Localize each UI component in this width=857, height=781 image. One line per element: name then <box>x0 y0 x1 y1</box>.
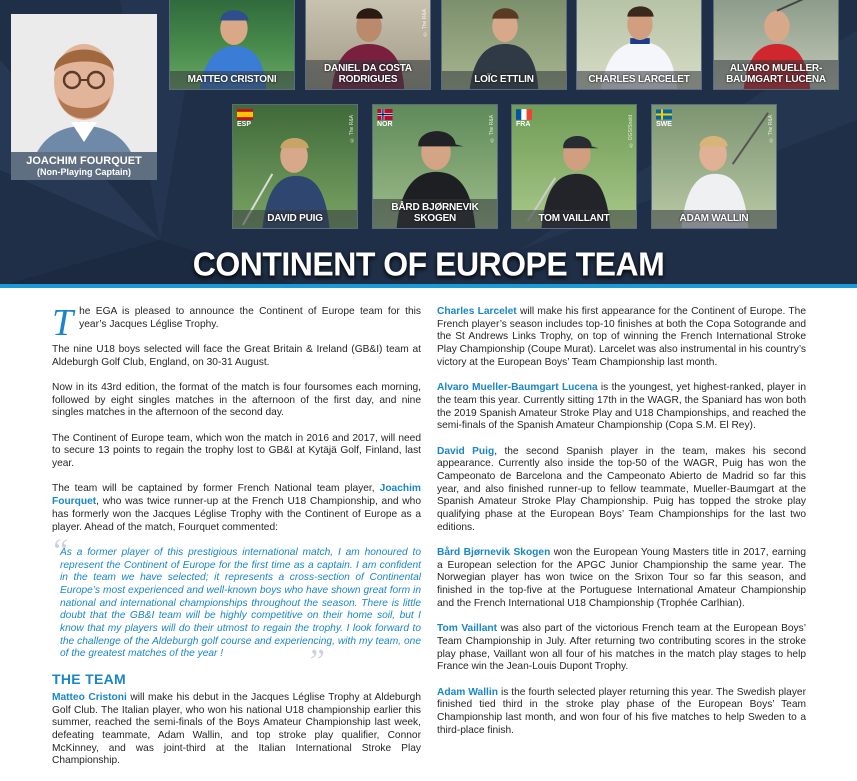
captain-caption <box>11 152 157 180</box>
paragraph-history: The Continent of Europe team, which won the match in 2016 and 2017, will need to secure 13 points to regain the trophy lost to GB&I at Kytäjä Golf, Finland, last year. <box>52 432 421 470</box>
player-bio-text: won the European Young Masters title in 2017, earning a European selection for the APGC Junior Championship the same year. The Norwegian player has won twice on the Srixon Tour so far this season, and finished in the top-five at the Portuguese International Amateur Championship and the French International U18 Championship (Trophée Carlhian). <box>437 547 806 609</box>
player-name: DAVID PUIG <box>233 210 357 228</box>
photo-credit: © OGS/Sneld <box>628 115 634 148</box>
player-name: ALVARO MUELLER-BAUMGART LUCENA <box>714 60 838 89</box>
captain-name-link: Joachim Fourquet <box>52 483 421 508</box>
player-bio-text: is the youngest, yet highest-ranked, player in the team this year. Currently sitting 17th in the WAGR, the Spaniard has won both the 2019 Spanish Amateur Stroke Play and U18 Championships, and reached the semi-finals of the Spanish Amateur Championship (Copa S.M. El Rey). <box>437 382 806 432</box>
player-bio-text: will make his first appearance for the Continent of Europe. The French player’s season includes top-10 finishes at both the Copa Sotogrande and the St Andrews Links Trophy, on top of winning the French International Stroke Play Championship (Coupe Murat). Larcelet was also instrumental in his country’s victory at the European Boys’ Team Championship last month. <box>437 306 806 368</box>
player-photo-bard-bjornevik-skogen <box>372 104 498 229</box>
paragraph-david-puig <box>437 446 806 535</box>
player-name-link: Bård Bjørnevik Skogen <box>437 547 551 559</box>
open-quote-icon: “ <box>50 532 69 570</box>
player-photo-daniel-da-costa-rodrigues <box>305 0 431 90</box>
intro-paragraph <box>52 302 421 344</box>
section-heading-the-team: THE TEAM <box>52 671 126 688</box>
player-photo-tom-vaillant <box>511 104 637 229</box>
page-title: CONTINENT OF EUROPE TEAM <box>192 245 665 283</box>
paragraph-tom-vaillant <box>437 623 806 674</box>
player-name: BÅRD BJØRNEVIK SKOGEN <box>373 199 497 228</box>
paragraph-matteo-cristoni <box>52 692 421 768</box>
player-name-link: Adam Wallin <box>437 686 498 698</box>
player-name: ADAM WALLIN <box>652 210 776 228</box>
photo-credit: © The R&A <box>349 115 355 143</box>
player-name: DANIEL DA COSTA RODRIGUES <box>306 60 430 89</box>
photo-credit: © The R&A <box>422 9 428 37</box>
photo-credit: © The R&A <box>489 115 495 143</box>
photo-credit: © The R&A <box>768 115 774 143</box>
player-country: NOR <box>377 121 393 128</box>
captain-photo <box>11 14 157 180</box>
player-photo-matteo-cristoni <box>169 0 295 90</box>
player-photo-adam-wallin <box>651 104 777 229</box>
player-country: SWE <box>656 121 672 128</box>
player-name: LOÏC ETTLIN <box>442 71 566 89</box>
header-banner <box>0 0 857 286</box>
paragraph-adam-wallin <box>437 687 806 738</box>
intro-text: he EGA is pleased to announce the Continent of Europe team for this year’s Jacques Léglise Trophy. <box>79 306 421 330</box>
player-name-link: Charles Larcelet <box>437 306 517 317</box>
player-photo-charles-larcelet <box>576 0 702 90</box>
player-country: ESP <box>237 121 252 128</box>
paragraph-charles-larcelet <box>437 306 806 370</box>
player-name: CHARLES LARCELET <box>577 71 701 89</box>
paragraph-captain <box>52 483 421 534</box>
captain-intro-text: The team will be captained by former French National team player, <box>52 483 375 495</box>
player-name-link: Matteo Cristoni <box>52 691 127 703</box>
player-bio-text: was also part of the victorious French team at the European Boys’ Team Championship in July. After returning two contributing scores in the stroke play phase, Vaillant won all four of his matches in the match play stages to help France win the Jean-Louis Dupont Trophy. <box>437 623 807 673</box>
accent-divider <box>0 284 857 288</box>
player-bio-text: is the fourth selected player returning this year. The Swedish player finished tied third in the stroke play phase of the European Boys’ Team Championship last month, and won four of his five matches to help Sweden to a third-place finish. <box>437 686 806 736</box>
quote-text: As a former player of this prestigious international match, I am honoured to represent the Continent of Europe for the first time as a captain. I am confident in the team we have selected; it represents a cross-section of Continental Europe’s most experienced and well-known boys who have shown great form in national and international championships throughout the season. There is little doubt that the GB&I team will be highly competitive on their home soil, but I know that my players will do their utmost to regain the trophy. I look forward to the challenge of the Aldeburgh golf course and experiencing, with my team, one of the greatest matches of the year ! <box>60 546 421 660</box>
player-country: FRA <box>516 121 531 128</box>
paragraph-format: Now in its 43rd edition, the format of the match is four foursomes each morning, followed by eight singles matches in the afternoon of the first day, and nine singles matches in the afternoon of the second day. <box>52 382 421 419</box>
paragraph-venue: The nine U18 boys selected will face the Great Britain & Ireland (GB&I) team at Aldeburgh Golf Club, England, on 30-31 August. <box>52 344 421 368</box>
captain-bio-text: , who was twice runner-up at the French U18 Championship, and who has formerly won the Jacques Léglise Trophy with the Continent of Europe as a player. Ahead of the match, Fourquet commented: <box>52 496 421 533</box>
player-bio-text: will make his debut in the Jacques Léglise Trophy at Aldeburgh Golf Club. The Italian player, who won his national U18 championship earlier this summer, reached the semi-finals of the Boys Amateur Championship last week, defeating teammate, Adam Wallin, and top stroke play qualifier, Connor McKinney, and was joint-third at the Italian International Stroke Play Championship. <box>52 691 421 767</box>
article-left-column <box>50 302 421 781</box>
player-name-link: Alvaro Mueller-Baumgart Lucena <box>437 382 598 394</box>
player-bio-text: , the second Spanish player in the team, makes his second appearance. Currently also inside the top-50 of the WAGR, Puig has won the Campeonato de Barcelona and the Campeonato Abierto de Madrid so far this year, and also finished runner-up to fellow teammate, Mueller-Baumgart at the Spanish Amateur Stroke Play Championship. Puig has topped the stroke play qualifying phase at the European Boys’ Team Championships for the last two editions. <box>437 445 806 533</box>
player-name-link: Tom Vaillant <box>437 623 497 635</box>
close-quote-icon: ” <box>306 643 325 681</box>
paragraph-bard-bjornevik-skogen <box>437 547 806 611</box>
article-right-column <box>437 306 806 750</box>
captain-role: (Non-Playing Captain) <box>37 167 131 177</box>
drop-cap: T <box>52 302 74 344</box>
paragraph-alvaro-mueller-baumgart <box>437 382 806 433</box>
player-photo-alvaro-mueller-baumgart-lucena <box>713 0 839 90</box>
player-photo-david-puig <box>232 104 358 229</box>
captain-quote <box>50 532 421 681</box>
player-name: TOM VAILLANT <box>512 210 636 228</box>
captain-name: JOACHIM FOURQUET <box>26 155 142 167</box>
player-name: MATTEO CRISTONI <box>170 71 294 89</box>
player-photo-loic-ettlin <box>441 0 567 90</box>
player-name-link: David Puig <box>437 445 495 457</box>
